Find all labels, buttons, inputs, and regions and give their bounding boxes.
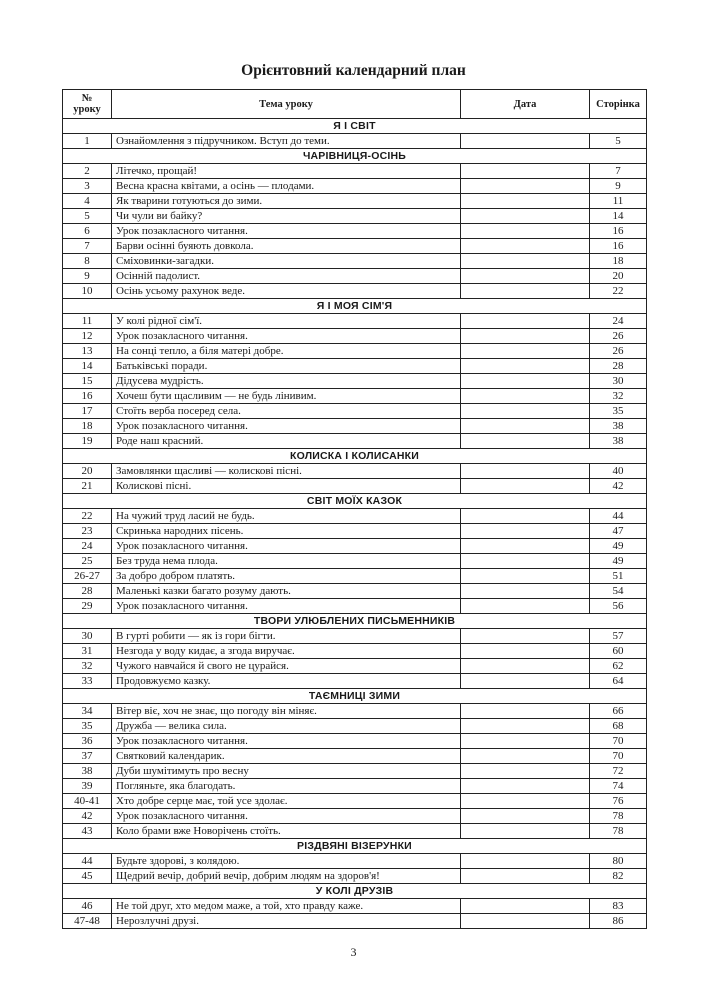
page-cell: 5 <box>590 134 647 149</box>
lesson-number-cell: 35 <box>63 719 112 734</box>
lesson-number-cell: 40-41 <box>63 794 112 809</box>
lesson-number-cell: 24 <box>63 539 112 554</box>
date-cell <box>461 644 590 659</box>
section-title: Я І МОЯ СІМ'Я <box>63 299 647 314</box>
table-row <box>63 869 647 884</box>
date-cell <box>461 194 590 209</box>
date-cell <box>461 419 590 434</box>
date-cell <box>461 284 590 299</box>
section-row <box>63 119 647 134</box>
table-row <box>63 329 647 344</box>
table-row <box>63 404 647 419</box>
page-cell: 78 <box>590 824 647 839</box>
date-cell <box>461 329 590 344</box>
lesson-number-cell: 32 <box>63 659 112 674</box>
lesson-topic-cell: У колі рідної сім'ї. <box>112 314 461 329</box>
lesson-topic-cell: Будьте здорові, з колядою. <box>112 854 461 869</box>
table-row <box>63 629 647 644</box>
page-number: 3 <box>350 945 357 959</box>
lesson-topic-cell: Чужого навчайся й свого не цурайся. <box>112 659 461 674</box>
date-cell <box>461 554 590 569</box>
header-lesson-topic: Тема уроку <box>112 90 461 119</box>
page-cell: 7 <box>590 164 647 179</box>
page-cell: 22 <box>590 284 647 299</box>
table-row <box>63 569 647 584</box>
table-row <box>63 659 647 674</box>
table-row <box>63 704 647 719</box>
section-title: ТВОРИ УЛЮБЛЕНИХ ПИСЬМЕННИКІВ <box>63 614 647 629</box>
table-row <box>63 179 647 194</box>
date-cell <box>461 374 590 389</box>
lesson-number-cell: 21 <box>63 479 112 494</box>
page-cell: 11 <box>590 194 647 209</box>
table-row <box>63 644 647 659</box>
lesson-number-cell: 3 <box>63 179 112 194</box>
page-cell: 70 <box>590 734 647 749</box>
date-cell <box>461 569 590 584</box>
table-row <box>63 464 647 479</box>
table-row <box>63 359 647 374</box>
section-title: РІЗДВЯНІ ВІЗЕРУНКИ <box>63 839 647 854</box>
page-cell: 60 <box>590 644 647 659</box>
table-row <box>63 509 647 524</box>
lesson-number-cell: 34 <box>63 704 112 719</box>
lesson-topic-cell: Колискові пісні. <box>112 479 461 494</box>
date-cell <box>461 719 590 734</box>
table-row <box>63 434 647 449</box>
table-row <box>63 794 647 809</box>
section-row <box>63 839 647 854</box>
lesson-number-cell: 47-48 <box>63 914 112 929</box>
table-row <box>63 674 647 689</box>
date-cell <box>461 134 590 149</box>
page-cell: 54 <box>590 584 647 599</box>
page-cell: 78 <box>590 809 647 824</box>
lesson-topic-cell: Осінній падолист. <box>112 269 461 284</box>
lesson-topic-cell: В гурті робити — як із гори бігти. <box>112 629 461 644</box>
date-cell <box>461 899 590 914</box>
lesson-topic-cell: Сміховинки-загадки. <box>112 254 461 269</box>
date-cell <box>461 179 590 194</box>
page-cell: 38 <box>590 434 647 449</box>
lesson-topic-cell: Барви осінні буяють довкола. <box>112 239 461 254</box>
table-row <box>63 779 647 794</box>
page-cell: 80 <box>590 854 647 869</box>
lesson-number-cell: 1 <box>63 134 112 149</box>
page-cell: 28 <box>590 359 647 374</box>
page-cell: 74 <box>590 779 647 794</box>
page-cell: 18 <box>590 254 647 269</box>
lesson-topic-cell: Погляньте, яка благодать. <box>112 779 461 794</box>
section-row <box>63 884 647 899</box>
date-cell <box>461 779 590 794</box>
lesson-number-cell: 19 <box>63 434 112 449</box>
date-cell <box>461 584 590 599</box>
date-cell <box>461 629 590 644</box>
table-row <box>63 284 647 299</box>
lesson-number-cell: 4 <box>63 194 112 209</box>
lesson-number-cell: 13 <box>63 344 112 359</box>
table-row <box>63 209 647 224</box>
section-title: ЧАРІВНИЦЯ-ОСІНЬ <box>63 149 647 164</box>
page-cell: 70 <box>590 749 647 764</box>
table-row <box>63 314 647 329</box>
lesson-topic-cell: Замовлянки щасливі — колискові пісні. <box>112 464 461 479</box>
lesson-number-cell: 16 <box>63 389 112 404</box>
table-row <box>63 584 647 599</box>
lesson-number-cell: 11 <box>63 314 112 329</box>
lesson-number-cell: 30 <box>63 629 112 644</box>
page-cell: 51 <box>590 569 647 584</box>
lesson-topic-cell: Ознайомлення з підручником. Вступ до теми. <box>112 134 461 149</box>
section-row <box>63 299 647 314</box>
date-cell <box>461 389 590 404</box>
section-title: У КОЛІ ДРУЗІВ <box>63 884 647 899</box>
date-cell <box>461 239 590 254</box>
lesson-topic-cell: Хто добре серце має, той усе здолає. <box>112 794 461 809</box>
lesson-topic-cell: Урок позакласного читання. <box>112 224 461 239</box>
table-row <box>63 734 647 749</box>
lesson-topic-cell: Дідусева мудрість. <box>112 374 461 389</box>
page-cell: 38 <box>590 419 647 434</box>
lesson-topic-cell: Весна красна квітами, а осінь — плодами. <box>112 179 461 194</box>
lesson-topic-cell: Урок позакласного читання. <box>112 734 461 749</box>
section-title: Я І СВІТ <box>63 119 647 134</box>
date-cell <box>461 254 590 269</box>
page-cell: 68 <box>590 719 647 734</box>
date-cell <box>461 164 590 179</box>
date-cell <box>461 659 590 674</box>
table-row <box>63 599 647 614</box>
table-header-row <box>63 90 647 119</box>
lesson-topic-cell: Урок позакласного читання. <box>112 539 461 554</box>
lesson-number-cell: 44 <box>63 854 112 869</box>
page-cell: 26 <box>590 344 647 359</box>
lesson-topic-cell: Чи чули ви байку? <box>112 209 461 224</box>
page-cell: 76 <box>590 794 647 809</box>
page-cell: 57 <box>590 629 647 644</box>
page-cell: 64 <box>590 674 647 689</box>
table-row <box>63 809 647 824</box>
lesson-number-cell: 45 <box>63 869 112 884</box>
date-cell <box>461 914 590 929</box>
table-row <box>63 269 647 284</box>
lesson-topic-cell: Маленькі казки багато розуму дають. <box>112 584 461 599</box>
page-cell: 42 <box>590 479 647 494</box>
lesson-topic-cell: На чужий труд ласий не будь. <box>112 509 461 524</box>
table-row <box>63 719 647 734</box>
lesson-number-cell: 43 <box>63 824 112 839</box>
lesson-topic-cell: Дружба — велика сила. <box>112 719 461 734</box>
section-title: СВІТ МОЇХ КАЗОК <box>63 494 647 509</box>
lesson-number-cell: 6 <box>63 224 112 239</box>
section-title: ТАЄМНИЦІ ЗИМИ <box>63 689 647 704</box>
table-row <box>63 749 647 764</box>
lesson-number-cell: 17 <box>63 404 112 419</box>
date-cell <box>461 869 590 884</box>
lesson-number-cell: 46 <box>63 899 112 914</box>
table-row <box>63 914 647 929</box>
lesson-topic-cell: Продовжуємо казку. <box>112 674 461 689</box>
lesson-topic-cell: Осінь усьому рахунок веде. <box>112 284 461 299</box>
lesson-topic-cell: Стоїть верба посеред села. <box>112 404 461 419</box>
lesson-number-cell: 2 <box>63 164 112 179</box>
lesson-topic-cell: На сонці тепло, а біля матері добре. <box>112 344 461 359</box>
table-row <box>63 194 647 209</box>
lesson-number-cell: 36 <box>63 734 112 749</box>
date-cell <box>461 509 590 524</box>
lesson-topic-cell: Урок позакласного читання. <box>112 809 461 824</box>
page-cell: 66 <box>590 704 647 719</box>
date-cell <box>461 269 590 284</box>
table-body <box>63 119 647 929</box>
section-row <box>63 494 647 509</box>
date-cell <box>461 359 590 374</box>
date-cell <box>461 749 590 764</box>
lesson-topic-cell: Щедрий вечір, добрий вечір, добрим людям на здоров'я! <box>112 869 461 884</box>
page-cell: 72 <box>590 764 647 779</box>
header-lesson-number <box>63 90 112 119</box>
page-cell: 44 <box>590 509 647 524</box>
page-cell: 16 <box>590 239 647 254</box>
table-row <box>63 224 647 239</box>
table-row <box>63 539 647 554</box>
lesson-number-cell: 29 <box>63 599 112 614</box>
section-row <box>63 689 647 704</box>
lesson-number-cell: 39 <box>63 779 112 794</box>
lesson-plan-table <box>62 89 647 929</box>
page-cell: 40 <box>590 464 647 479</box>
date-cell <box>461 794 590 809</box>
lesson-topic-cell: Хочеш бути щасливим — не будь лінивим. <box>112 389 461 404</box>
lesson-topic-cell: Вітер віє, хоч не знає, що погоду він міняє. <box>112 704 461 719</box>
lesson-number-cell: 5 <box>63 209 112 224</box>
page-cell: 24 <box>590 314 647 329</box>
lesson-number-cell: 26-27 <box>63 569 112 584</box>
lesson-number-cell: 14 <box>63 359 112 374</box>
page-cell: 30 <box>590 374 647 389</box>
page-cell: 86 <box>590 914 647 929</box>
lesson-number-cell: 10 <box>63 284 112 299</box>
header-lesson-number-part: № <box>81 93 93 104</box>
date-cell <box>461 764 590 779</box>
lesson-number-cell: 12 <box>63 329 112 344</box>
lesson-topic-cell: Дуби шумітимуть про весну <box>112 764 461 779</box>
page-cell: 16 <box>590 224 647 239</box>
lesson-number-cell: 15 <box>63 374 112 389</box>
date-cell <box>461 404 590 419</box>
lesson-topic-cell: Батьківські поради. <box>112 359 461 374</box>
date-cell <box>461 734 590 749</box>
lesson-topic-cell: Урок позакласного читання. <box>112 599 461 614</box>
date-cell <box>461 854 590 869</box>
date-cell <box>461 524 590 539</box>
lesson-number-cell: 28 <box>63 584 112 599</box>
lesson-topic-cell: Незгода у воду кидає, а згода виручає. <box>112 644 461 659</box>
lesson-topic-cell: Урок позакласного читання. <box>112 419 461 434</box>
page-cell: 47 <box>590 524 647 539</box>
date-cell <box>461 599 590 614</box>
table-row <box>63 164 647 179</box>
date-cell <box>461 344 590 359</box>
lesson-number-cell: 31 <box>63 644 112 659</box>
page-cell: 20 <box>590 269 647 284</box>
page-cell: 35 <box>590 404 647 419</box>
date-cell <box>461 824 590 839</box>
table-row <box>63 389 647 404</box>
lesson-topic-cell: Літечко, прощай! <box>112 164 461 179</box>
table-row <box>63 479 647 494</box>
table-row <box>63 854 647 869</box>
date-cell <box>461 479 590 494</box>
section-row <box>63 149 647 164</box>
table-row <box>63 764 647 779</box>
table-row <box>63 374 647 389</box>
lesson-number-cell: 38 <box>63 764 112 779</box>
date-cell <box>461 314 590 329</box>
header-lesson-number-part: уроку <box>73 104 101 115</box>
date-cell <box>461 434 590 449</box>
table-row <box>63 419 647 434</box>
lesson-topic-cell: Коло брами вже Новорічень стоїть. <box>112 824 461 839</box>
table-row <box>63 899 647 914</box>
date-cell <box>461 464 590 479</box>
lesson-topic-cell: Святковий календарик. <box>112 749 461 764</box>
date-cell <box>461 224 590 239</box>
section-title: КОЛИСКА І КОЛИСАНКИ <box>63 449 647 464</box>
lesson-topic-cell: Урок позакласного читання. <box>112 329 461 344</box>
table-row <box>63 554 647 569</box>
lesson-topic-cell: Без труда нема плода. <box>112 554 461 569</box>
date-cell <box>461 674 590 689</box>
lesson-number-cell: 22 <box>63 509 112 524</box>
section-row <box>63 449 647 464</box>
page-cell: 9 <box>590 179 647 194</box>
page-cell: 49 <box>590 539 647 554</box>
lesson-number-cell: 42 <box>63 809 112 824</box>
page-cell: 62 <box>590 659 647 674</box>
lesson-number-cell: 7 <box>63 239 112 254</box>
header-page: Сторінка <box>590 90 647 119</box>
lesson-number-cell: 20 <box>63 464 112 479</box>
lesson-number-cell: 18 <box>63 419 112 434</box>
lesson-topic-cell: За добро добром платять. <box>112 569 461 584</box>
lesson-topic-cell: Роде наш красний. <box>112 434 461 449</box>
table-row <box>63 344 647 359</box>
lesson-topic-cell: Нерозлучні друзі. <box>112 914 461 929</box>
lesson-number-cell: 9 <box>63 269 112 284</box>
page-cell: 32 <box>590 389 647 404</box>
table-row <box>63 134 647 149</box>
lesson-topic-cell: Як тварини готуються до зими. <box>112 194 461 209</box>
page-cell: 49 <box>590 554 647 569</box>
lesson-number-cell: 37 <box>63 749 112 764</box>
page-cell: 83 <box>590 899 647 914</box>
page-cell: 56 <box>590 599 647 614</box>
lesson-number-cell: 25 <box>63 554 112 569</box>
date-cell <box>461 809 590 824</box>
header-date: Дата <box>461 90 590 119</box>
table-row <box>63 524 647 539</box>
page-title: Орієнтовний календарний план <box>241 62 466 79</box>
lesson-topic-cell: Скринька народних пісень. <box>112 524 461 539</box>
page-cell: 26 <box>590 329 647 344</box>
lesson-number-cell: 8 <box>63 254 112 269</box>
lesson-number-cell: 33 <box>63 674 112 689</box>
lesson-number-cell: 23 <box>63 524 112 539</box>
table-row <box>63 824 647 839</box>
page-cell: 82 <box>590 869 647 884</box>
date-cell <box>461 539 590 554</box>
date-cell <box>461 209 590 224</box>
date-cell <box>461 704 590 719</box>
section-row <box>63 614 647 629</box>
page-cell: 14 <box>590 209 647 224</box>
table-row <box>63 254 647 269</box>
lesson-topic-cell: Не той друг, хто медом маже, а той, хто правду каже. <box>112 899 461 914</box>
table-row <box>63 239 647 254</box>
